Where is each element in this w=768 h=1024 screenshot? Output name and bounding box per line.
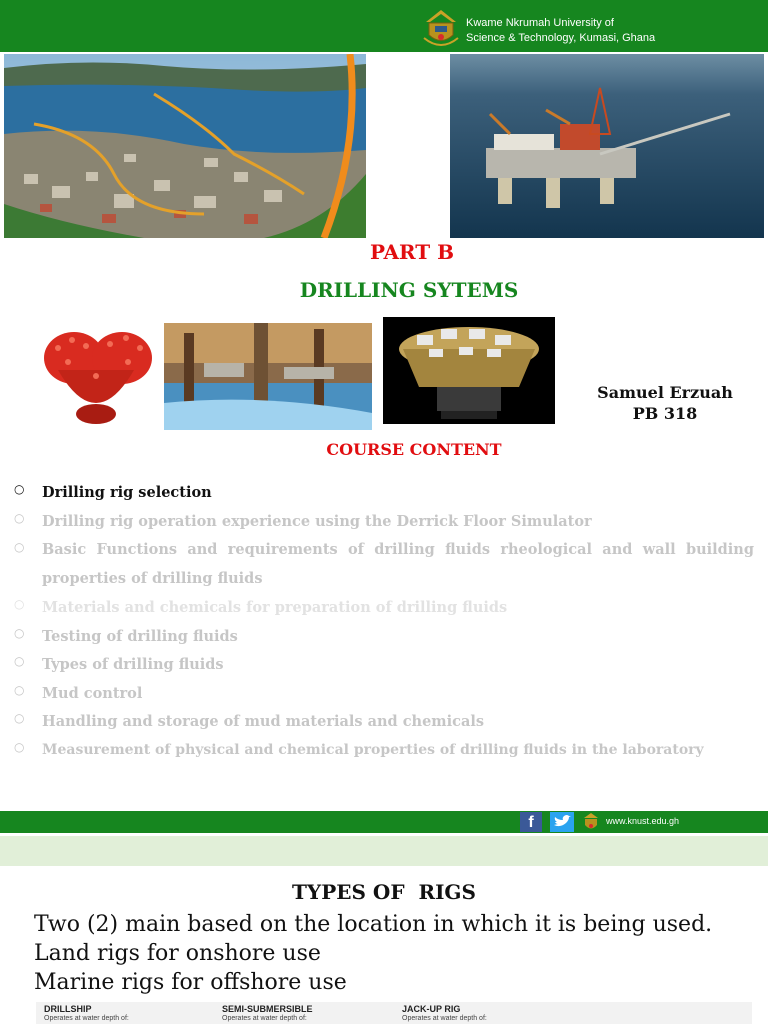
rig-label-drillship: DRILLSHIP (44, 1004, 92, 1014)
rig-label-semisub: SEMI-SUBMERSIBLE (222, 1004, 313, 1014)
rig-types-figure (36, 1002, 752, 1024)
topic-item-active[interactable]: Drilling rig selection (42, 484, 212, 501)
topic-item[interactable]: Drilling rig operation experience using the Derrick Floor Simulator (42, 513, 592, 530)
university-crest-small-icon (582, 812, 600, 832)
topic-item[interactable]: Basic Functions and requirements of drilling fluids rheological and wall building properties of drilling fluids (42, 541, 754, 587)
topic-item[interactable]: Materials and chemicals for preparation of drilling fluids (42, 599, 508, 616)
twitter-icon[interactable] (550, 812, 574, 832)
topic-item[interactable]: Testing of drilling fluids (42, 628, 238, 645)
tricone-bit-image (38, 326, 154, 426)
bullet-icon: ○ (14, 654, 25, 668)
bullet-icon: ○ (14, 597, 25, 611)
course-content-heading: COURSE CONTENT (326, 440, 502, 459)
facebook-icon[interactable]: f (520, 812, 542, 832)
body-text-line: Land rigs for onshore use (34, 941, 321, 966)
author-block (590, 382, 740, 424)
slide-divider-band (0, 836, 768, 866)
rig-label-jackup: JACK-UP RIG (402, 1004, 461, 1014)
offshore-rig-photo (450, 54, 764, 238)
bullet-icon: ○ (14, 683, 25, 697)
author-code: PB 318 (632, 404, 698, 423)
bullet-icon: ○ (14, 540, 25, 554)
topic-item[interactable]: Types of drilling fluids (42, 656, 224, 673)
bullet-icon: ○ (14, 740, 25, 754)
drill-floor-photo (164, 323, 372, 430)
slide-title: DRILLING SYTEMS (299, 278, 519, 302)
university-crest-icon (422, 8, 460, 48)
body-text-line: Marine rigs for offshore use (34, 970, 347, 995)
bullet-icon: ○ (14, 511, 25, 525)
university-name (466, 16, 655, 46)
body-text-line: Two (2) main based on the location in which it is being used. (34, 912, 713, 937)
university-name-line2: Science & Technology, Kumasi, Ghana (466, 32, 656, 44)
bullet-icon: ○ (14, 711, 25, 725)
topic-item[interactable]: Measurement of physical and chemical properties of drilling fluids in the laboratory (42, 742, 704, 758)
topic-item[interactable]: Handling and storage of mud materials and chemicals (42, 713, 485, 730)
website-link[interactable]: www.knust.edu.gh (606, 816, 680, 826)
rig-sub-jackup: Operates at water depth of: (402, 1015, 487, 1022)
bullet-icon: ○ (14, 482, 25, 496)
types-of-rigs-title: TYPES OF RIGS (292, 880, 476, 904)
university-name-line1: Kwame Nkrumah University of (466, 17, 614, 29)
part-label: PART B (369, 240, 455, 264)
city-aerial-photo (4, 54, 366, 238)
rig-sub-semisub: Operates at water depth of: (222, 1015, 307, 1022)
topic-item[interactable]: Mud control (42, 685, 143, 702)
pdc-bit-image (383, 317, 555, 424)
rig-sub-drillship: Operates at water depth of: (44, 1015, 129, 1022)
author-name: Samuel Erzuah (597, 383, 733, 402)
bullet-icon: ○ (14, 626, 25, 640)
